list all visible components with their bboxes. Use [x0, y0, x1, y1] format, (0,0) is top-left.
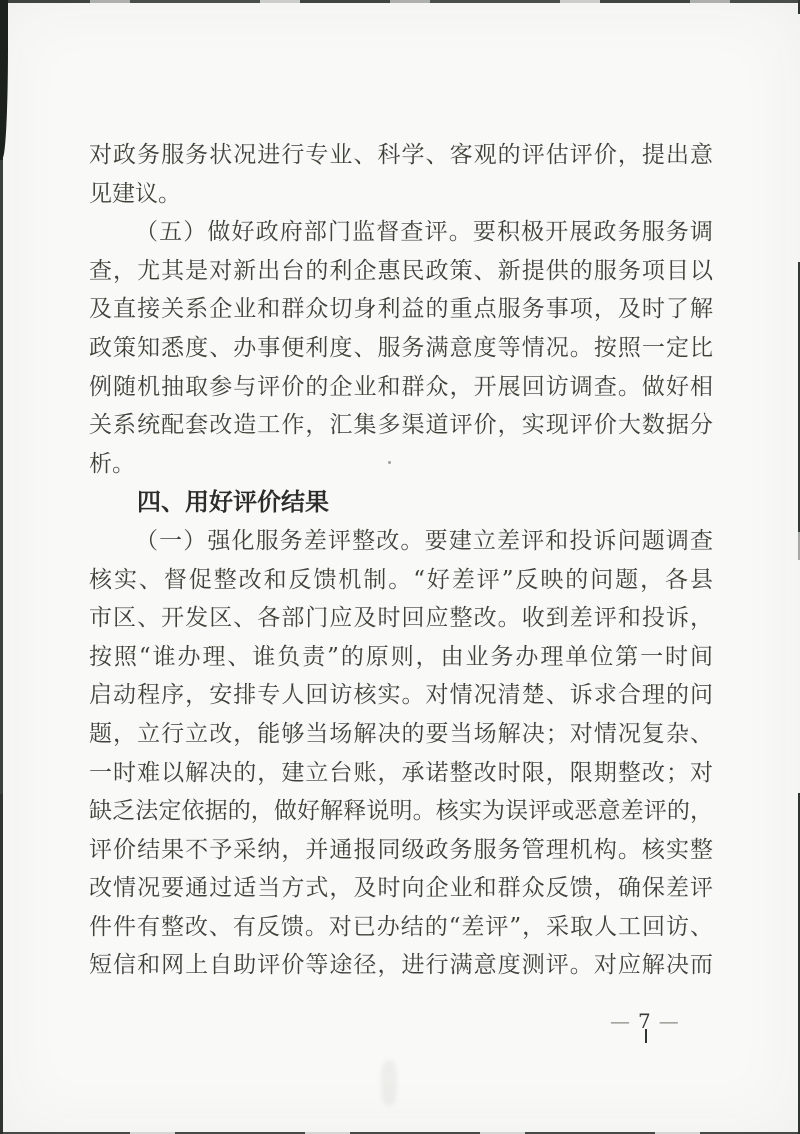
body-line: 启动程序，安排专人回访核实。对情况清楚、诉求合理的问 [89, 682, 713, 709]
document-body [89, 136, 713, 985]
scan-edge-top [0, 0, 800, 3]
page-number-dash-right: — [658, 1009, 681, 1033]
body-line: 对政务服务状况进行专业、科学、客观的评估评价，提出意 [89, 142, 713, 168]
body-line: 例随机抽取参与评价的企业和群众，开展回访调查。做好相 [89, 373, 713, 400]
body-line: 评价结果不予采纳，并通报同级政务服务管理机构。核实整 [89, 836, 713, 863]
section-heading: 四、用好评价结果 [137, 488, 329, 517]
scan-edge-left [0, 0, 3, 1134]
scan-edge-left-blob [0, 0, 8, 158]
page-number-value: 7 [638, 1009, 653, 1033]
body-line: 按照“谁办理、谁负责”的原则，由业务办理单位第一时间 [89, 643, 713, 670]
page-number [604, 1006, 687, 1036]
body-line: 改情况要通过适当方式，及时向企业和群众反馈，确保差评 [89, 875, 713, 902]
body-line: 政策知悉度、办事便利度、服务满意度等情况。按照一定比 [89, 334, 713, 361]
scan-smudge-artifact [381, 1060, 397, 1106]
body-line: 查，尤其是对新出台的利企惠民政策、新提供的服务项目以 [89, 257, 713, 284]
body-line: 市区、开发区、各部门应及时回应整改。收到差评和投诉， [89, 605, 713, 632]
body-line: （一）强化服务差评整改。要建立差评和投诉问题调查 [135, 527, 713, 554]
body-line: （五）做好政府部门监督查评。要积极开展政务服务调 [135, 219, 713, 246]
body-line: 件件有整改、有反馈。对已办结的“差评”，采取人工回访、 [89, 913, 713, 940]
body-line: 关系统配套改造工作，汇集多渠道评价，实现评价大数据分 [89, 412, 713, 439]
body-line: 及直接关系企业和群众切身利益的重点服务事项，及时了解 [89, 296, 713, 323]
body-line: 缺乏法定依据的，做好解释说明。核实为误评或恶意差评的， [89, 798, 713, 825]
body-line: 析。 [89, 450, 135, 477]
page-number-dash-left: — [610, 1009, 632, 1033]
body-line: 一时难以解决的，建立台账，承诺整改时限，限期整改；对 [89, 759, 713, 786]
body-line: 见建议。 [89, 180, 181, 207]
body-line: 核实、督促整改和反馈机制。“好差评”反映的问题，各县 [89, 566, 713, 593]
body-line: 题，立行立改，能够当场解决的要当场解决；对情况复杂、 [89, 720, 713, 747]
body-line: 短信和网上自助评价等途径，进行满意度测评。对应解决而 [89, 952, 713, 979]
